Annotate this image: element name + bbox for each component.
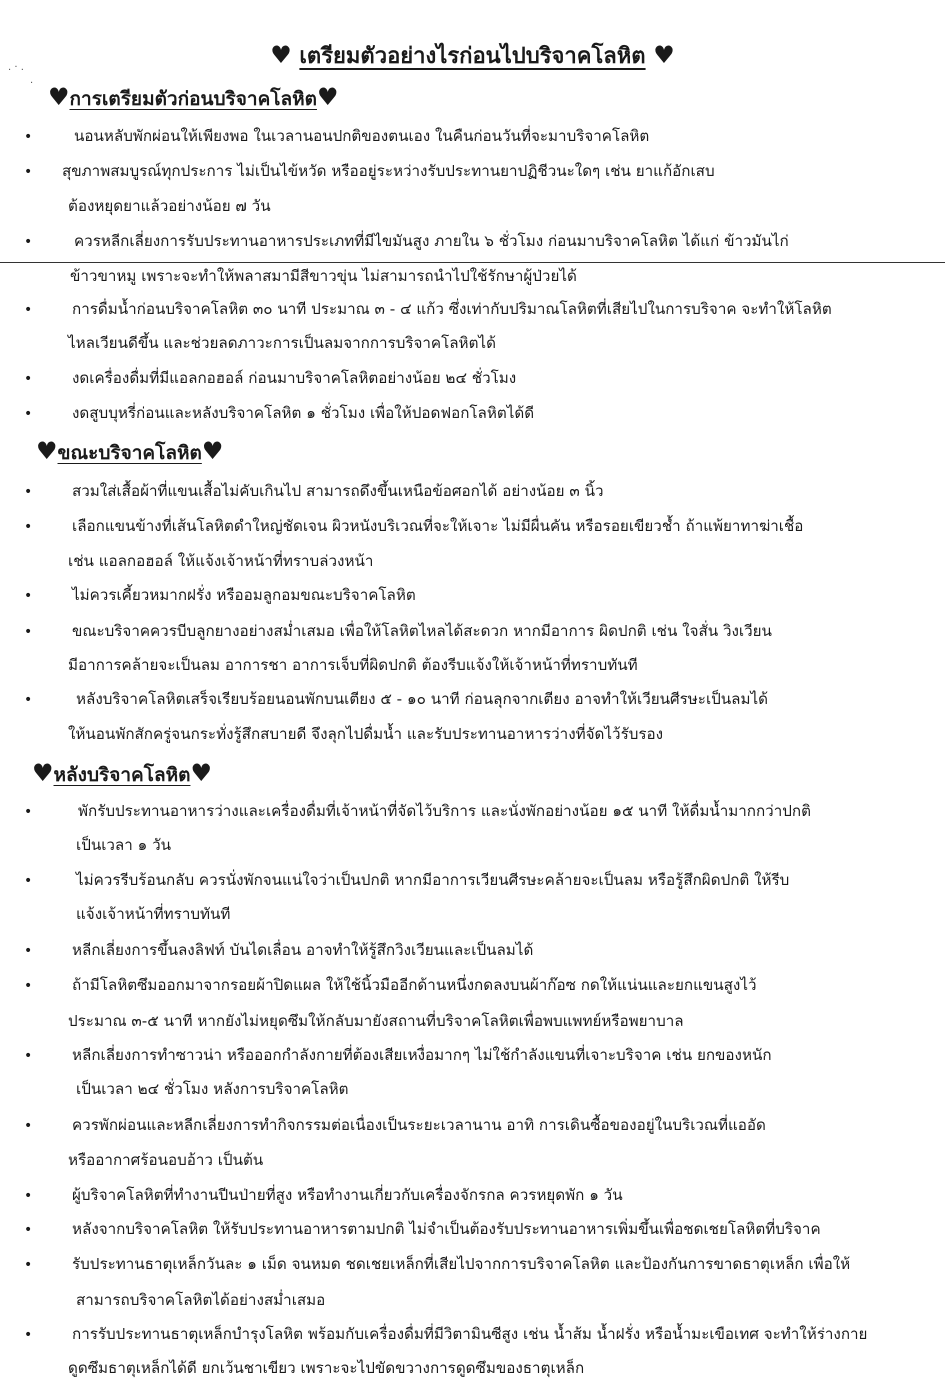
bullet-icon: • <box>24 234 33 250</box>
list-item-line: ต้องหยุดยาแล้วอย่างน้อย ๗ วัน <box>68 197 271 215</box>
page-title: เตรียมตัวอย่างไรก่อนไปบริจาคโลหิต <box>299 44 646 69</box>
heart-icon: ♥ <box>190 759 212 787</box>
heart-icon: ♥ <box>653 41 675 69</box>
list-item-line: ไม่ควรเคี้ยวหมากฝรั่ง หรืออมลูกอมขณะบริจาคโลหิต <box>72 586 416 604</box>
list-item-line: หลังบริจาคโลหิตเสร็จเรียบร้อยนอนพักบนเตียง ๕ - ๑๐ นาที ก่อนลุกจากเตียง อาจทำให้เวียนศีรษะเป็นลมได้ <box>76 690 769 708</box>
section-heading-text: การเตรียมตัวก่อนบริจาคโลหิต <box>69 88 317 110</box>
section-heading <box>48 84 339 114</box>
list-item-line: การรับประทานธาตุเหล็กบำรุงโลหิต พร้อมกับเครื่องดื่มที่มีวิตามินซีสูง เช่น น้ำส้ม น้ำฝรั่ง หรือน้ำมะเขือเทศ จะทำให้ร่างกาย <box>72 1325 868 1343</box>
page-title-row <box>0 38 945 73</box>
bullet-icon: • <box>24 1327 33 1343</box>
list-item-line: ควรพักผ่อนและหลีกเลี่ยงการทำกิจกรรมต่อเนื่องเป็นระยะเวลานาน อาทิ การเดินซื้อของอยู่ในบริเวณที่แออัด <box>72 1116 766 1134</box>
heart-icon: ♥ <box>201 437 224 465</box>
bullet-icon: • <box>24 873 33 889</box>
list-item-line: เลือกแขนข้างที่เส้นโลหิตดำใหญ่ชัดเจน ผิวหนังบริเวณที่จะให้เจาะ ไม่มีผื่นคัน หรือรอยเขียวช้ำ ถ้าแพ้ยาทาฆ่าเชื้อ <box>72 517 804 535</box>
list-item-line: ขณะบริจาคควรบีบลูกยางอย่างสม่ำเสมอ เพื่อให้โลหิตไหลได้สะดวก หากมีอาการ ผิดปกติ เช่น ใจสั่น วิงเวียน <box>72 622 772 640</box>
list-item-line: การดื่มน้ำก่อนบริจาคโลหิต ๓๐ นาที ประมาณ ๓ - ๔ แก้ว ซึ่งเท่ากับปริมาณโลหิตที่เสียไปในการบริจาค จะทำให้โลหิต <box>72 300 832 318</box>
list-item-line: ควรหลีกเลี่ยงการรับประทานอาหารประเภทที่มีไขมันสูง ภายใน ๖ ชั่วโมง ก่อนมาบริจาคโลหิต ได้แก่ ข้าวมันไก่ <box>74 232 789 250</box>
list-item-line: งดสูบบุหรี่ก่อนและหลังบริจาคโลหิต ๑ ชั่วโมง เพื่อให้ปอดฟอกโลหิตได้ดี <box>72 404 535 422</box>
list-item-line: ไม่ควรรีบร้อนกลับ ควรนั่งพักจนแน่ใจว่าเป็นปกติ หากมีอาการเวียนศีรษะคล้ายจะเป็นลม หรือรู้สึกผิดปกติ ให้รีบ <box>76 871 790 889</box>
list-item-line: ผู้บริจาคโลหิตที่ทำงานปีนป่ายที่สูง หรือทำงานเกี่ยวกับเครื่องจักรกล ควรหยุดพัก ๑ วัน <box>72 1186 623 1204</box>
list-item-line: หลังจากบริจาคโลหิต ให้รับประทานอาหารตามปกติ ไม่จำเป็นต้องรับประทานอาหารเพิ่มขึ้นเพื่อชดเชยโลหิตที่บริจาค <box>72 1220 821 1238</box>
list-item-line: ดูดซึมธาตุเหล็กได้ดี ยกเว้นชาเขียว เพราะจะไปขัดขวางการดูดซึมของธาตุเหล็ก <box>68 1359 585 1377</box>
bullet-icon: • <box>24 692 33 708</box>
list-item-line: แจ้งเจ้าหน้าที่ทราบทันที <box>76 905 231 923</box>
bullet-icon: • <box>24 1188 33 1204</box>
list-item-line: ประมาณ ๓-๕ นาที หากยังไม่หยุดซึมให้กลับมายังสถานที่บริจาคโลหิตเพื่อพบแพทย์หรือพยาบาล <box>68 1012 684 1030</box>
list-item-line: หรืออากาศร้อนอบอ้าว เป็นต้น <box>68 1151 264 1169</box>
bullet-icon: • <box>24 624 33 640</box>
list-item-line: มีอาการคล้ายจะเป็นลม อาการชา อาการเจ็บที่ผิดปกติ ต้องรีบแจ้งให้เจ้าหน้าที่ทราบทันที <box>68 656 638 674</box>
list-item-line: หลีกเลี่ยงการทำซาวน่า หรือออกกำลังกายที่ต้องเสียเหงื่อมากๆ ไม่ใช้กำลังแขนที่เจาะบริจาค เช่น ยกของหนัก <box>72 1046 772 1064</box>
bullet-icon: • <box>24 484 33 500</box>
section-heading-text: หลังบริจาคโลหิต <box>53 764 191 786</box>
list-item-line: งดเครื่องดื่มที่มีแอลกอฮอล์ ก่อนมาบริจาคโลหิตอย่างน้อย ๒๔ ชั่วโมง <box>72 369 517 387</box>
bullet-icon: • <box>24 588 33 604</box>
heart-icon: ♥ <box>32 759 54 787</box>
list-item-line: ให้นอนพักสักครู่จนกระทั่งรู้สึกสบายดี จึงลุกไปดื่มน้ำ และรับประทานอาหารว่างที่จัดไว้รับรอง <box>68 725 664 743</box>
list-item-line: สุขภาพสมบูรณ์ทุกประการ ไม่เป็นไข้หวัด หรืออยู่ระหว่างรับประทานยาปฏิชีวนะใดๆ เช่น ยาแก้อักเสบ <box>62 162 715 180</box>
list-item-line: รับประทานธาตุเหล็กวันละ ๑ เม็ด จนหมด ชดเชยเหล็กที่เสียไปจากการบริจาคโลหิต และป้องกันการขาดธาตุเหล็ก เพื่อให้ <box>72 1255 851 1273</box>
list-item-line: ข้าวขาหมู เพราะจะทำให้พลาสมามีสีขาวขุ่น ไม่สามารถนำไปใช้รักษาผู้ป่วยได้ <box>70 267 577 285</box>
bullet-icon: • <box>24 519 33 535</box>
list-item-line: หลีกเลี่ยงการขึ้นลงลิฟท์ บันไดเลื่อน อาจทำให้รู้สึกวิงเวียนและเป็นลมได้ <box>72 941 534 959</box>
bullet-icon: • <box>24 164 33 180</box>
bullet-icon: • <box>24 1048 33 1064</box>
bullet-icon: • <box>24 371 33 387</box>
section-heading <box>36 438 223 468</box>
section-heading-text: ขณะบริจาคโลหิต <box>57 442 202 464</box>
bullet-icon: • <box>24 1118 33 1134</box>
heart-icon: ♥ <box>48 83 70 111</box>
horizontal-rule <box>0 262 945 263</box>
bullet-icon: • <box>24 943 33 959</box>
bullet-icon: • <box>24 129 33 145</box>
list-item-line: สามารถบริจาคโลหิตได้อย่างสม่ำเสมอ <box>76 1291 326 1309</box>
heart-icon: ♥ <box>270 41 292 69</box>
heart-icon: ♥ <box>36 437 58 465</box>
list-item-line: เช่น แอลกอฮอล์ ให้แจ้งเจ้าหน้าที่ทราบล่วงหน้า <box>68 552 374 570</box>
list-item-line: นอนหลับพักผ่อนให้เพียงพอ ในเวลานอนปกติของตนเอง ในคืนก่อนวันที่จะมาบริจาคโลหิต <box>74 127 650 145</box>
list-item-line: เป็นเวลา ๒๔ ชั่วโมง หลังการบริจาคโลหิต <box>76 1080 349 1098</box>
bullet-icon: • <box>24 804 33 820</box>
list-item-line: ไหลเวียนดีขึ้น และช่วยลดภาวะการเป็นลมจากการบริจาคโลหิตได้ <box>68 334 496 352</box>
bullet-icon: • <box>24 978 33 994</box>
section-heading <box>32 760 212 790</box>
bullet-icon: • <box>24 1257 33 1273</box>
list-item-line: สวมใส่เสื้อผ้าที่แขนเสื้อไม่คับเกินไป สามารถดึงขึ้นเหนือข้อศอกได้ อย่างน้อย ๓ นิ้ว <box>72 482 604 500</box>
bullet-icon: • <box>24 1222 33 1238</box>
bullet-icon: • <box>24 302 33 318</box>
heart-icon: ♥ <box>317 83 339 111</box>
list-item-line: พักรับประทานอาหารว่างและเครื่องดื่มที่เจ้าหน้าที่จัดไว้บริการ และนั่งพักอย่างน้อย ๑๕ นาที ให้ดื่มน้ำมากกว่าปกติ <box>78 802 811 820</box>
scan-speck: · <box>30 78 34 89</box>
bullet-icon: • <box>24 406 33 422</box>
list-item-line: เป็นเวลา ๑ วัน <box>76 836 171 854</box>
list-item-line: ถ้ามีโลหิตซึมออกมาจากรอยผ้าปิดแผล ให้ใช้นิ้วมืออีกด้านหนึ่งกดลงบนผ้าก๊อซ กดให้แน่นและยกแขนสูงไว้ <box>72 976 757 994</box>
scan-speck: . · . <box>8 62 24 73</box>
